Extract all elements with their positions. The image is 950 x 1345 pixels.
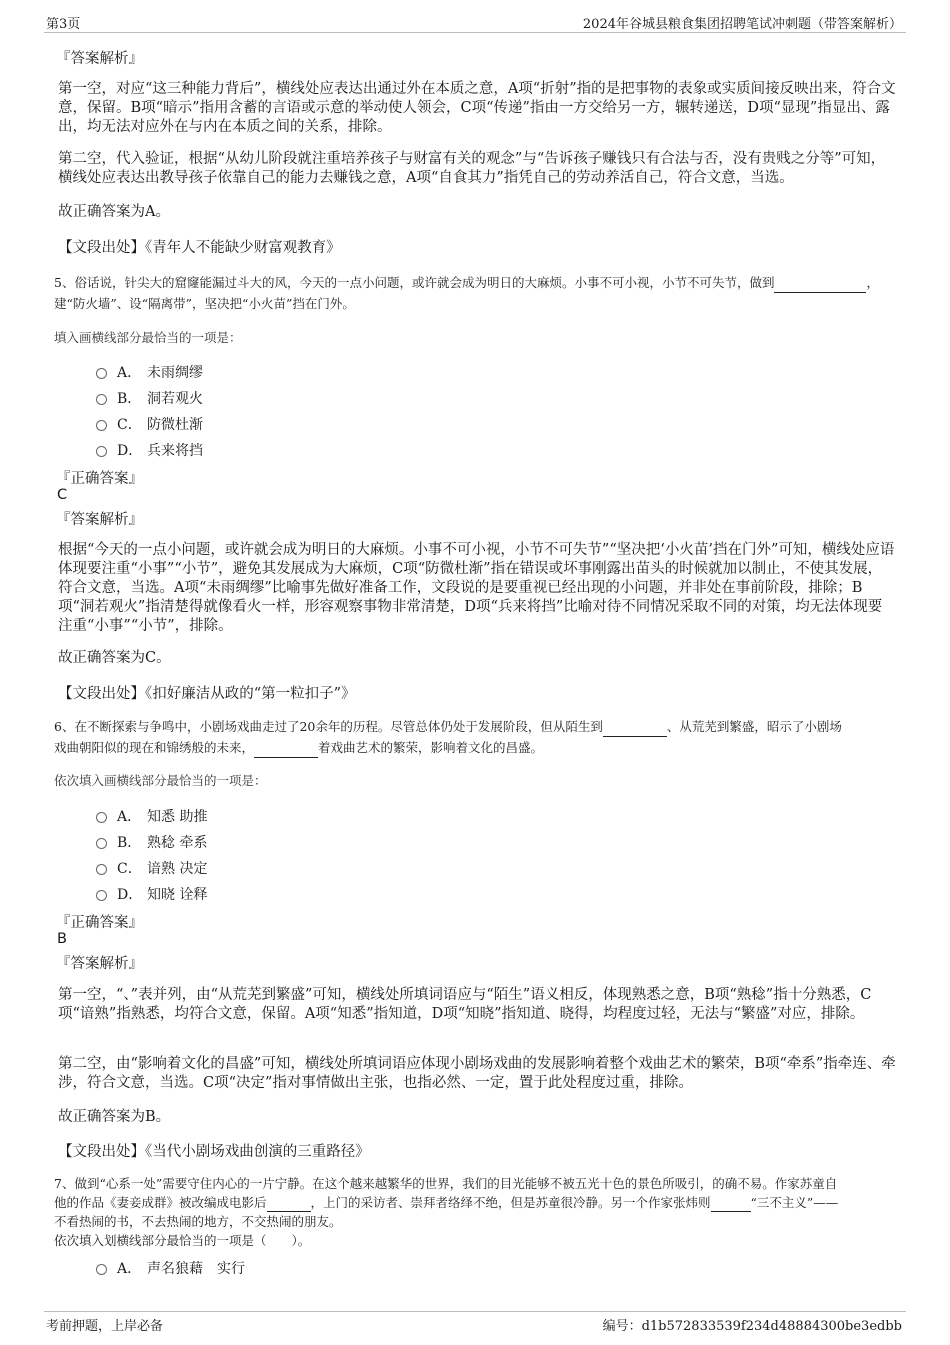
q7-stem-part: 不看热闹的书，不去热闹的地方，不交热闹的朋友。 [54, 1214, 342, 1229]
document-title: 2024年谷城县粮食集团招聘笔试冲刺题（带答案解析） [582, 17, 902, 32]
q5-option-b[interactable]: B． 洞若观火 [96, 388, 950, 408]
q5-analysis: 根据“今天的一点小问题，或许就会成为明日的大麻烦。小事不可小视，小节不可失节”“坚决把‘小火苗’挡在门外”可知，横线处应语体现要注重“小事”“小节”，避免其发展成为大麻烦，C项“防微杜渐”指在错误或坏事刚露出苗头的时候就加以制止，不使其发展，符合文意，当选。A项“未雨绸缪”比喻事先做好准备工作，文段说的是要重视已经出现的小问题，并非处在事前阶段，排除；B项“洞若观火”指清楚得就像看火一样，形容观察事物非常清楚，D项“兵来将挡”比喻对待不同情况采取不同的对策，均无法体现要注重“小事”“小节”，排除。 [58, 542, 895, 634]
q7-stem-part: 他的作品《妻妾成群》被改编成电影后 [54, 1195, 267, 1210]
q5-option-a[interactable]: A． 未雨绸缪 [96, 362, 950, 382]
radio-icon[interactable] [96, 394, 107, 405]
correct-label: 『正确答案』 [56, 915, 143, 931]
q7-stem-part: ，上门的采访者、崇拜者络绎不绝，但是苏童很冷静。另一个作家张炜则 [310, 1195, 711, 1210]
q7-stem-part: “三不主义”—— [750, 1195, 839, 1210]
q6-option-a[interactable]: A． 知悉 助推 [96, 806, 950, 826]
q6-option-b[interactable]: B． 熟稔 牵系 [96, 832, 950, 852]
q6-stem-part: 、从荒芜到繁盛，昭示了小剧场 [666, 719, 842, 734]
q6-analysis-p2: 第二空，由“影响着文化的昌盛”可知，横线处所填词语应体现小剧场戏曲的发展影响着整个戏曲艺术的繁荣，B项“牵系”指牵连、牵涉，符合文意，当选。C项“决定”指对事情做出主张，也指必然、一定，置于此处程度过重，排除。 [58, 1056, 896, 1091]
q6-source: 【文段出处】《当代小剧场戏曲创演的三重路径》 [58, 1144, 370, 1160]
q6-stem-part: 戏曲朝阳似的现在和锦绣般的未来， [54, 740, 255, 755]
q5-stem [54, 272, 898, 314]
q7-stem-part: 7、做到“心系一处”需要守住内心的一片宁静。在这个越来越繁华的世界，我们的目光能够不被五光十色的景色所吸引，的确不易。作家苏童自 [54, 1176, 838, 1191]
radio-icon[interactable] [96, 864, 107, 875]
q5-source: 【文段出处】《扣好廉洁从政的“第一粒扣子”》 [58, 686, 356, 702]
radio-icon[interactable] [96, 838, 107, 849]
q7-option-a[interactable]: A． 声名狼藉 实行 [96, 1258, 950, 1278]
q6-option-c[interactable]: C． 谙熟 决定 [96, 858, 950, 878]
analysis-label: 『答案解析』 [56, 51, 143, 67]
radio-icon[interactable] [96, 420, 107, 431]
q6-answer: B [57, 931, 67, 947]
q5-stem-part: ，建“防火墙”、设“隔离带”，坚决把“小火苗”挡在门外。 [54, 275, 879, 311]
radio-icon[interactable] [96, 446, 107, 457]
q6-blank-2 [254, 743, 318, 758]
q5-answer: C [57, 487, 68, 503]
q6-conclusion: 故正确答案为B。 [58, 1109, 171, 1125]
correct-label: 『正确答案』 [56, 471, 143, 487]
q6-blank-1 [603, 722, 667, 737]
q7-prompt: 依次填入划横线部分最恰当的一项是（ ）。 [54, 1233, 311, 1248]
q7-blank-2 [711, 1197, 751, 1212]
q4-analysis-p1: 第一空，对应“这三种能力背后”，横线处应表达出通过外在本质之意，A项“折射”指的是把事物的表象或实质间接反映出来，符合文意，保留。B项“暗示”指用含蓄的言语或示意的举动使人领会，C项“传递”指由一方交给另一方，辗转递送，D项“显现”指显出、露出，均无法对应外在与内在本质之间的关系，排除。 [58, 81, 896, 135]
q4-source: 【文段出处】《青年人不能缺少财富观教育》 [58, 240, 341, 256]
page-header [44, 12, 906, 33]
q5-stem-part: 5、俗话说，针尖大的窟窿能漏过斗大的风，今天的一点小问题，或许就会成为明日的大麻烦。小事不可小视，小节不可失节，做到 [54, 275, 775, 290]
q6-analysis-p1: 第一空，“、”表并列，由“从荒芜到繁盛”可知，横线处所填词语应与“陌生”语义相反，体现熟悉之意，B项“熟稔”指十分熟悉，C项“谙熟”指熟悉，均符合文意，保留。A项“知悉”指知道，D项“知晓”指知道、晓得，均程度过轻，无法与“繁盛”对应，排除。 [58, 987, 872, 1022]
document-code: 编号：d1b572833539f234d48884300be3edbb [602, 1319, 902, 1334]
q5-option-c[interactable]: C． 防微杜渐 [96, 414, 950, 434]
q6-option-d[interactable]: D． 知晓 诠释 [96, 884, 950, 904]
q6-stem [54, 716, 898, 758]
q6-stem-part: 着戏曲艺术的繁荣，影响着文化的昌盛。 [318, 740, 544, 755]
q7-stem [54, 1174, 898, 1250]
q6-prompt: 依次填入画横线部分最恰当的一项是： [54, 773, 267, 788]
q5-option-d[interactable]: D． 兵来将挡 [96, 440, 950, 460]
q5-blank [774, 278, 866, 293]
analysis-label: 『答案解析』 [56, 512, 143, 528]
radio-icon[interactable] [96, 812, 107, 823]
radio-icon[interactable] [96, 890, 107, 901]
page-footer [44, 1311, 906, 1336]
q5-conclusion: 故正确答案为C。 [58, 650, 171, 666]
analysis-label: 『答案解析』 [56, 956, 143, 972]
q6-stem-part: 6、在不断探索与争鸣中，小剧场戏曲走过了20余年的历程。尽管总体仍处于发展阶段，但从陌生到 [54, 719, 603, 734]
q7-blank-1 [267, 1197, 311, 1212]
footer-slogan: 考前押题，上岸必备 [46, 1319, 164, 1334]
q4-conclusion: 故正确答案为A。 [58, 204, 170, 220]
q4-analysis-p2: 第二空，代入验证，根据“从幼儿阶段就注重培养孩子与财富有关的观念”与“告诉孩子赚钱只有合法与否，没有贵贱之分等”可知，横线处应表达出教导孩子依靠自己的能力去赚钱之意，A项“自食其力”指凭自己的劳动养活自己，符合文意，当选。 [58, 151, 886, 186]
radio-icon[interactable] [96, 368, 107, 379]
radio-icon[interactable] [96, 1264, 107, 1275]
page-number: 第3页 [46, 17, 81, 32]
q5-prompt: 填入画横线部分最恰当的一项是： [54, 330, 242, 345]
